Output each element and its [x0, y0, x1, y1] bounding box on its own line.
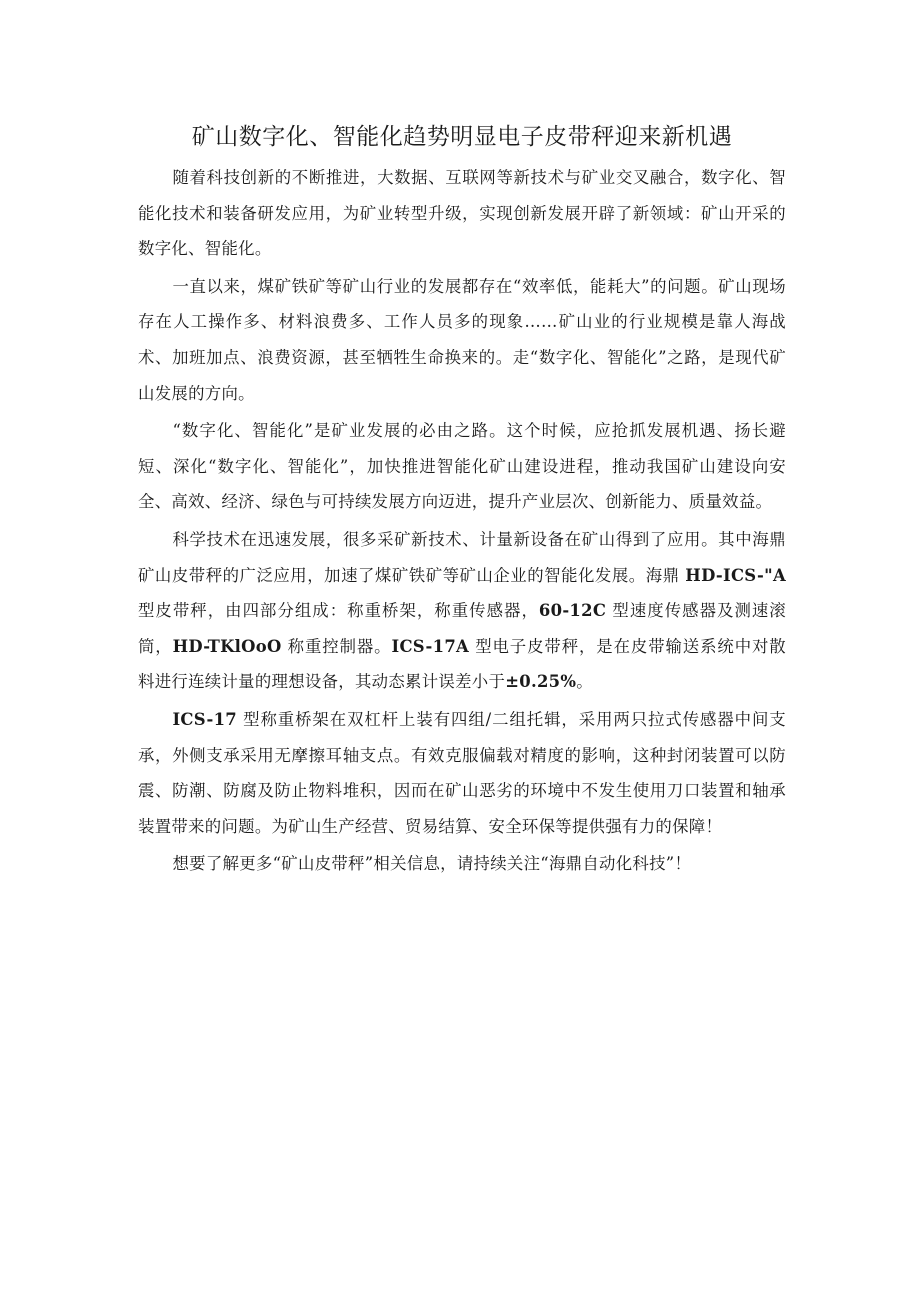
paragraph-weighing-bridge	[138, 702, 786, 844]
text-run: 型皮带秤，由四部分组成：称重桥架，称重传感器，	[138, 601, 539, 621]
model-number: ICS-17A	[391, 636, 470, 656]
paragraph-belt-scale	[138, 522, 786, 700]
model-number: 60-12C	[538, 601, 607, 621]
model-number: ICS-17	[172, 709, 237, 729]
text-run: 称重控制器。	[281, 636, 392, 656]
paragraph-necessity: “数字化、智能化”是矿业发展的必由之路。这个时候，应抢抓发展机遇、扬长避短、深化“数字化、智能化”，加快推进智能化矿山建设进程，推动我国矿山建设向安全、高效、经济、绿色与可持续发展方向迈进，提升产业层次、创新能力、质量效益。	[138, 421, 786, 512]
document-title: 矿山数字化、智能化趋势明显电子皮带秤迎来新机遇	[191, 124, 733, 150]
error-value: ±0.25%	[505, 672, 577, 692]
text-run: 科学技术在迅速发展，很多采矿新技术、计量新设备在矿山得到了应用。其中海鼎矿山皮带秤的广泛应用，加速了煤矿铁矿等矿山企业的智能化发展。海鼎	[138, 529, 786, 585]
text-run: 型称重桥架在双杠杆上装有四组/二组托辑，采用两只拉式传感器中间支承，外侧支承采用无摩擦耳轴支点。有效克服偏载对精度的影响，这种封闭装置可以防震、防潮、防腐及防止物料堆积，因而在矿山恶劣的环境中不发生使用刀口装置和轴承装置带来的问题。为矿山生产经营、贸易结算、安全环保等提供强有力的保障！	[138, 709, 786, 836]
text-run: 型电子皮带秤，是在皮带输送系统中对散料进行连续计量的理想设备，其动态累计误差小于	[138, 636, 786, 692]
model-number: HD-ICS-"A	[685, 565, 786, 585]
paragraph-closing: 想要了解更多“矿山皮带秤”相关信息，请持续关注“海鼎自动化科技”！	[172, 854, 692, 874]
model-number: HD-TKlOoO	[172, 636, 282, 656]
paragraph-intro: 随着科技创新的不断推进，大数据、互联网等新技术与矿业交叉融合，数字化、智能化技术和装备研发应用，为矿业转型升级，实现创新发展开辟了新领域：矿山开采的数字化、智能化。	[138, 168, 786, 259]
text-run: 型速度传感器及测速滚筒，	[138, 601, 786, 656]
paragraph-problems: 一直以来，煤矿铁矿等矿山行业的发展都存在“效率低，能耗大”的问题。矿山现场存在人工操作多、材料浪费多、工作人员多的现象……矿山业的行业规模是靠人海战术、加班加点、浪费资源，甚至牺牲生命换来的。走“数字化、智能化”之路，是现代矿山发展的方向。	[138, 276, 786, 403]
document-page	[138, 118, 786, 884]
text-run: 。	[576, 672, 593, 692]
